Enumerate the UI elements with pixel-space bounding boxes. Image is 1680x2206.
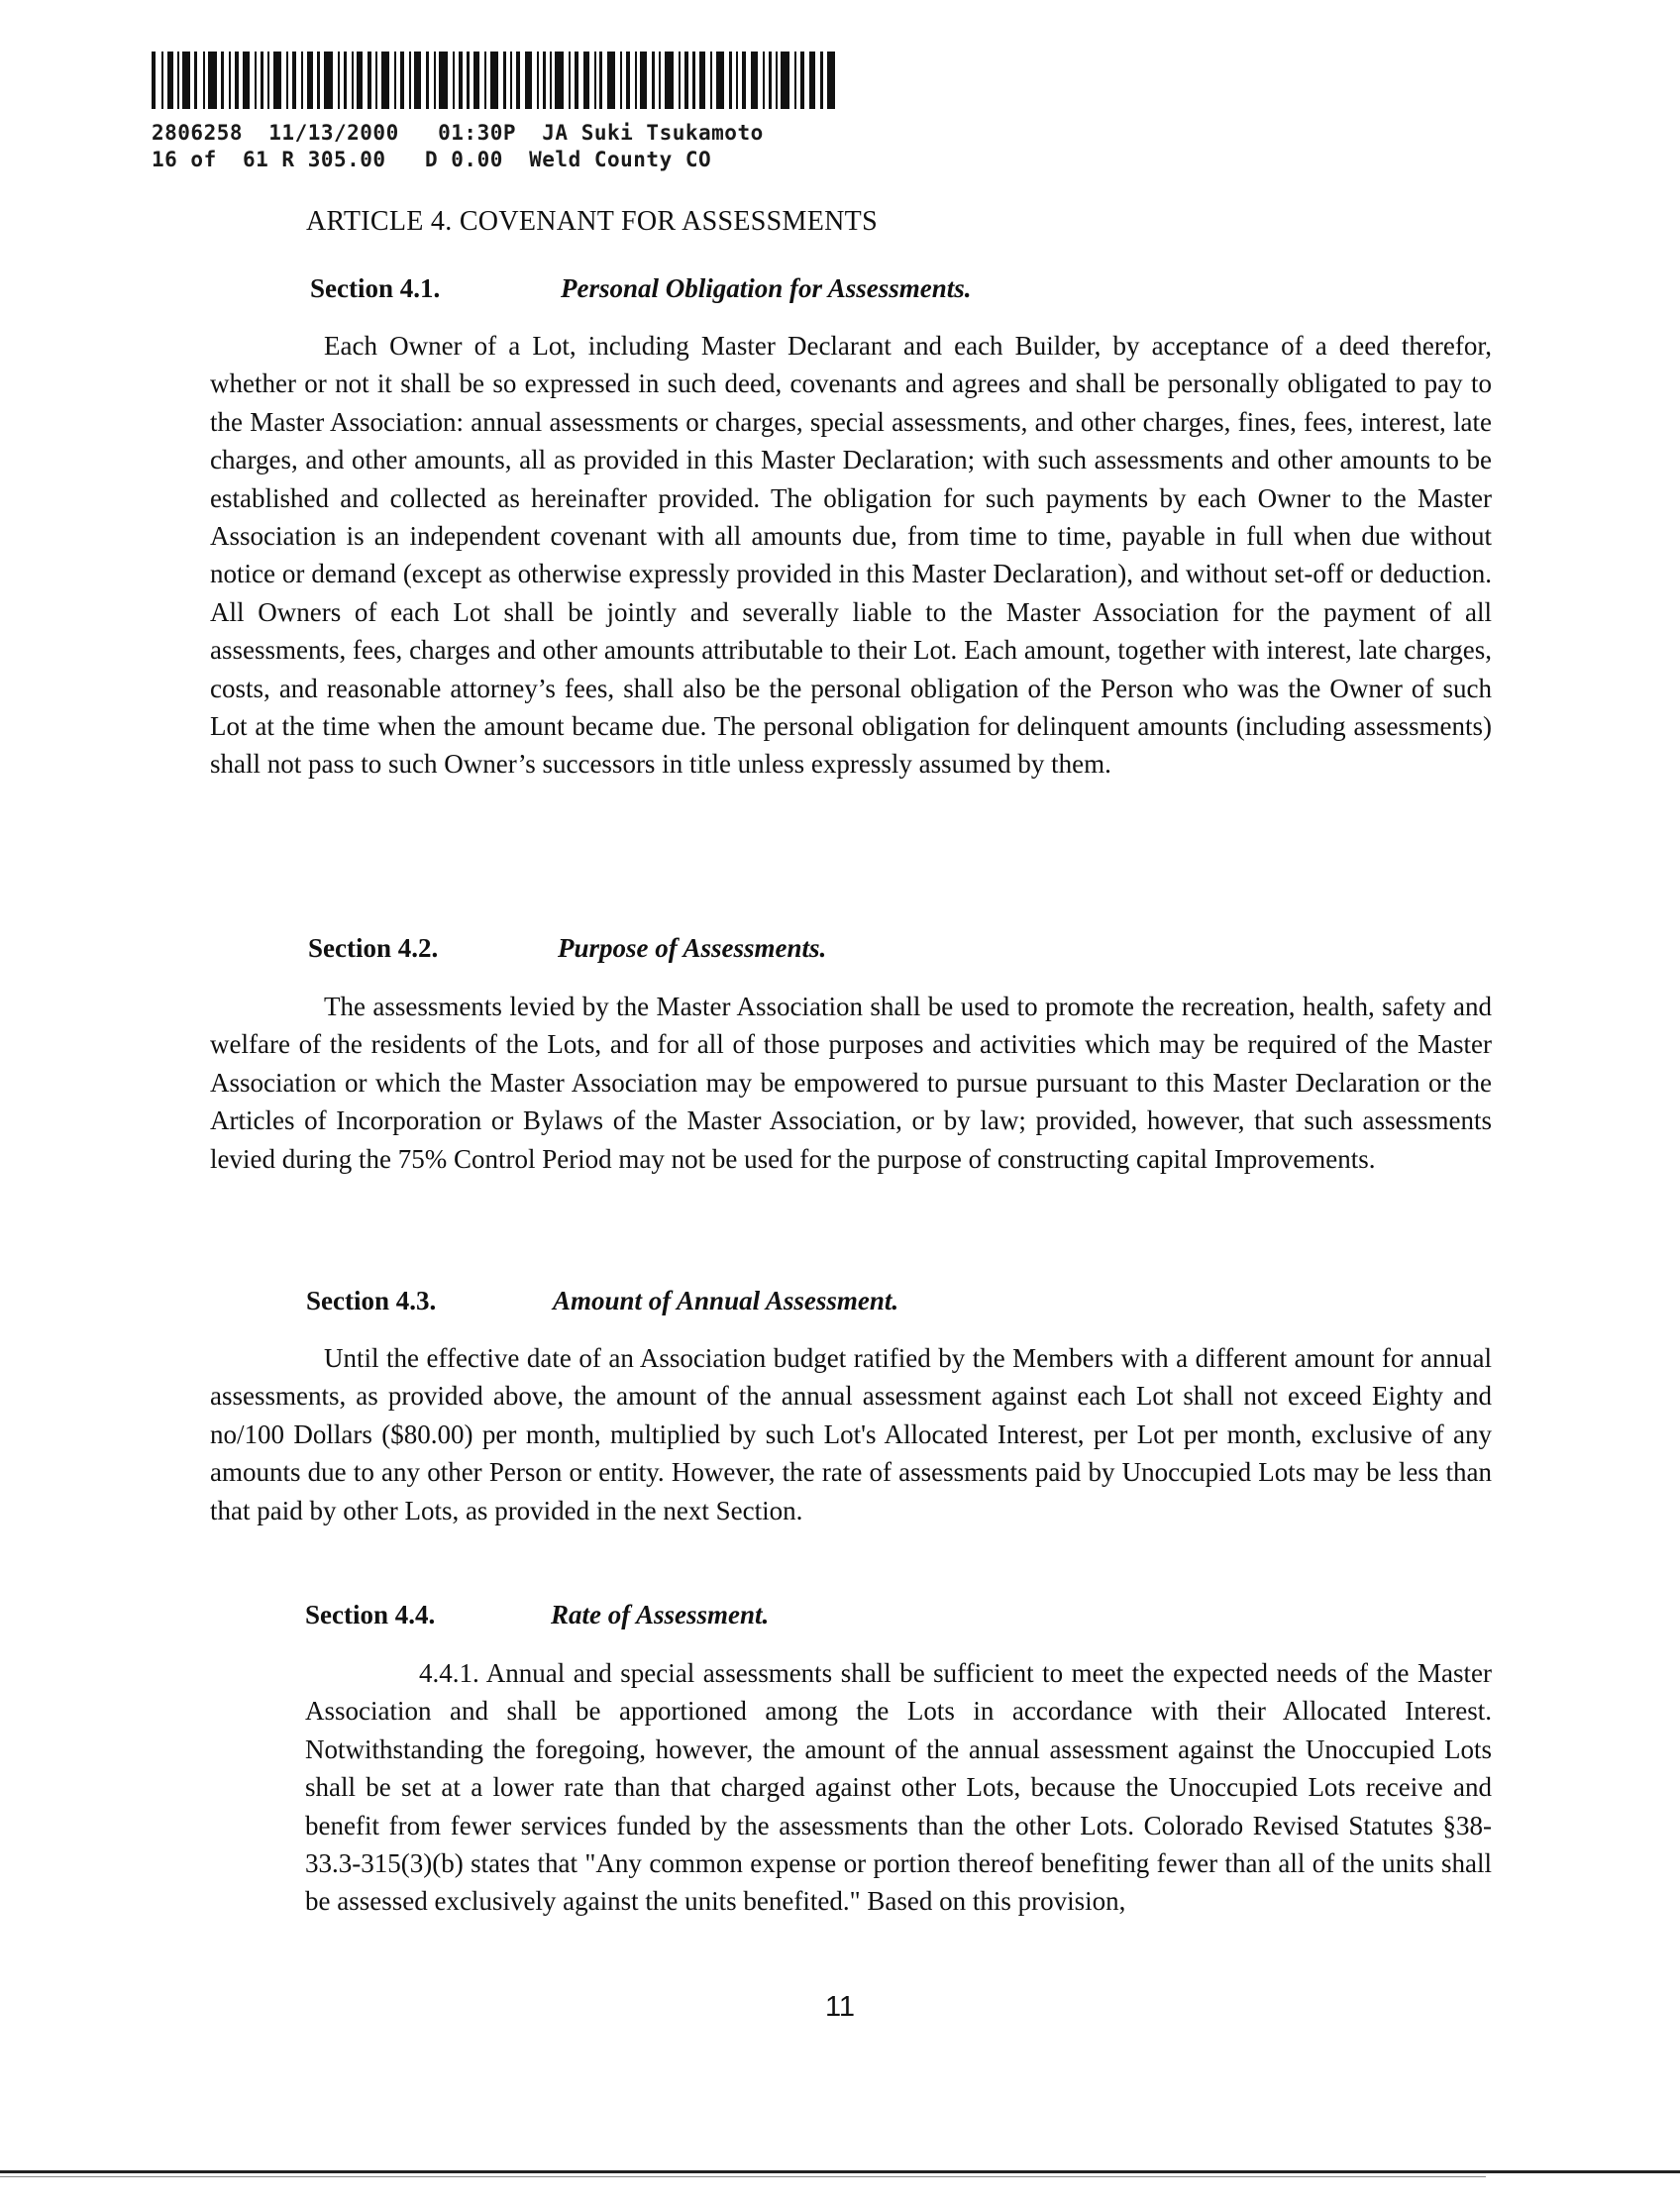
recording-info-line-1: 2806258 11/13/2000 01:30P JA Suki Tsukamoto: [152, 121, 764, 145]
section-number: Section 4.2.: [308, 933, 439, 963]
section-title: Personal Obligation for Assessments.: [561, 273, 972, 303]
section-4-2-body: The assessments levied by the Master Association shall be used to promote the recreation, health, safety and welfare of the residents of the Lots, and for all of those purposes and activities which may be required of the Master Association or which the Master Association may be empowered to pursue pursuant to this Master Declaration or the Articles of Incorporation or Bylaws of the Master Association, or by law; provided, however, that such assessments levied during the 75% Control Period may not be used for the purpose of constructing capital Improvements.: [210, 992, 1492, 1174]
page-bottom-rule: [0, 2170, 1680, 2173]
section-number: Section 4.3.: [306, 1286, 437, 1315]
section-number: Section 4.1.: [310, 273, 441, 303]
section-title: Amount of Annual Assessment.: [553, 1286, 899, 1315]
recording-barcode: [152, 52, 835, 109]
article-title: ARTICLE 4. COVENANT FOR ASSESSMENTS: [306, 206, 878, 237]
section-4-1-body: Each Owner of a Lot, including Master Declarant and each Builder, by acceptance of a deed therefor, whether or not it shall be so expressed in such deed, covenants and agrees and shall be personally obligated to pay to the Master Association: annual assessments or charges, special assessments, and other charges, fines, fees, interest, late charges, and other amounts, all as provided in this Master Declaration; with such assessments and other amounts to be established and collected as hereinafter provided. The obligation for such payments by each Owner to the Master Association is an independent covenant with all amounts due, from time to time, payable in full when due without notice or demand (except as otherwise expressly provided in this Master Declaration), and without set-off or deduction. All Owners of each Lot shall be jointly and severally liable to the Master Association for the payment of all assessments, fees, charges and other amounts attributable to their Lot. Each amount, together with interest, late charges, costs, and reasonable attorney’s fees, shall also be the personal obligation of the Person who was the Owner of such Lot at the time when the amount became due. The personal obligation for delinquent amounts (including assessments) shall not pass to such Owner’s successors in title unless expressly assumed by them.: [210, 331, 1492, 780]
section-title: Purpose of Assessments.: [558, 933, 827, 963]
section-4-4-body: 4.4.1. Annual and special assessments shall be sufficient to meet the expected needs of the Master Association and shall be apportioned among the Lots in accordance with their Allocated Interest. Notwithstanding the foregoing, however, the amount of the annual assessment against the Unoccupied Lots shall be set at a lower rate than that charged against other Lots, because the Unoccupied Lots receive and benefit from fewer services funded by the assessments than the other Lots. Colorado Revised Statutes §38-33.3-315(3)(b) states that "Any common expense or portion thereof benefiting fewer than all of the units shall be assessed exclusively against the units benefited." Based on this provision,: [305, 1658, 1492, 1917]
page-number: 11: [824, 1991, 856, 2023]
section-title: Rate of Assessment.: [551, 1600, 770, 1629]
recording-info-line-2: 16 of 61 R 305.00 D 0.00 Weld County CO: [152, 148, 712, 171]
page-bottom-rule-shadow: [0, 2176, 1486, 2177]
section-number: Section 4.4.: [305, 1600, 436, 1629]
section-4-3-body: Until the effective date of an Association budget ratified by the Members with a different amount for annual assessments, as provided above, the amount of the annual assessment against each Lot shall not exceed Eighty and no/100 Dollars ($80.00) per month, multiplied by such Lot's Allocated Interest, per Lot per month, exclusive of any amounts due to any other Person or entity. However, the rate of assessments paid by Unoccupied Lots may be less than that paid by other Lots, as provided in the next Section.: [210, 1343, 1492, 1525]
